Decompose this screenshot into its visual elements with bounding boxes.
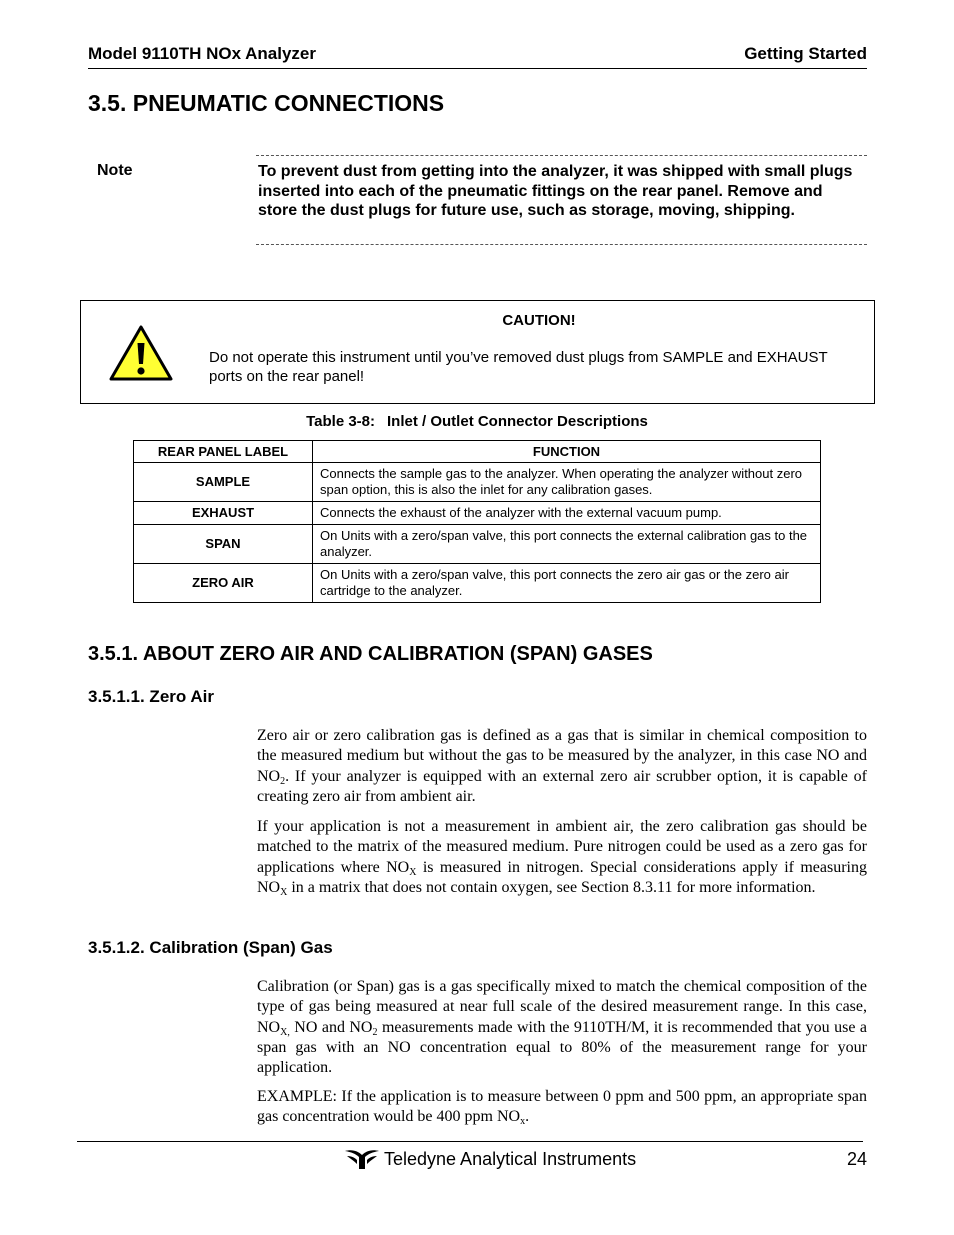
- zero-air-paragraph-1: Zero air or zero calibration gas is defined as a gas that is similar in chemical composition to the measured medium but without the gas to be measured by the analyzer, in this case NO and $NO_2$. If your analyzer is equipped with an external zero air scrubber option, it is capable of creating zero air from ambient air.: [257, 727, 867, 805]
- row-function: On Units with a zero/span valve, this port connects the external calibration gas to the analyzer.: [313, 525, 821, 564]
- row-function: Connects the sample gas to the analyzer. When operating the analyzer without zero span option, this is also the inlet for any calibration gases.: [313, 463, 821, 502]
- row-label: ZERO AIR: [134, 564, 313, 603]
- row-label: EXHAUST: [134, 502, 313, 525]
- section-title: 3.5. PNEUMATIC CONNECTIONS: [88, 90, 445, 116]
- footer-company: Teledyne Analytical Instruments: [384, 1149, 637, 1169]
- table-row: [134, 463, 821, 502]
- table-caption: [0, 413, 954, 430]
- table-caption-number: Table 3-8:: [306, 413, 376, 430]
- page-number: 24: [846, 1149, 867, 1169]
- caution-title: CAUTION!: [502, 312, 576, 329]
- row-function: Connects the exhaust of the analyzer with the external vacuum pump.: [313, 502, 821, 525]
- table-row: [134, 525, 821, 564]
- table-header-row: [134, 441, 821, 463]
- page-header: [88, 44, 867, 69]
- note-text: To prevent dust from getting into the analyzer, it was shipped with small plugs inserted into each of the pneumatic fittings on the rear panel. Remove and store the dust plugs for future use, such as storage, moving, shipping.: [258, 163, 853, 219]
- row-label: SPAN: [134, 525, 313, 564]
- caution-box: [80, 300, 875, 404]
- column-header-function: FUNCTION: [313, 441, 821, 463]
- zero-air-heading: 3.5.1.1. Zero Air: [88, 687, 214, 706]
- footer-rule: [77, 1141, 863, 1142]
- span-gas-paragraph-2: EXAMPLE: If the application is to measure between 0 ppm and 500 ppm, an appropriate span gas concentration would be 400 ppm $NO_x$.: [257, 1088, 867, 1128]
- teledyne-logo-icon: [344, 1148, 380, 1170]
- table-caption-title: Inlet / Outlet Connector Descriptions: [387, 413, 648, 430]
- header-chapter-title: Getting Started: [744, 44, 867, 63]
- connector-table: [133, 440, 821, 603]
- column-header-label: REAR PANEL LABEL: [134, 441, 313, 463]
- span-gas-heading: 3.5.1.2. Calibration (Span) Gas: [88, 938, 333, 957]
- note-label: Note: [97, 162, 133, 179]
- table-row: [134, 564, 821, 603]
- caution-text: Do not operate this instrument until you’ve removed dust plugs from SAMPLE and EXHAUST ports on the rear panel!: [209, 349, 828, 385]
- row-function: On Units with a zero/span valve, this port connects the zero air gas or the zero air cartridge to the analyzer.: [313, 564, 821, 603]
- subsection-title: 3.5.1. ABOUT ZERO AIR AND CALIBRATION (SPAN) GASES: [88, 643, 653, 665]
- span-gas-paragraph-1: Calibration (or Span) gas is a gas specifically mixed to match the chemical composition of the type of gas being measured at near full scale of the desired measurement range. In this case, $NO_{X,}$ NO and $NO_2$ measurements made with the 9110TH/M, it is recommended that you use a span gas with an NO concentration equal to 80% of the measurement range for your application.: [257, 978, 867, 1077]
- zero-air-paragraph-2: If your application is not a measurement in ambient air, the zero calibration gas should be matched to the matrix of the measured medium. Pure nitrogen could be used as a zero gas for applications where $NO_X$ is measured in nitrogen. Special considerations apply if measuring $NO_X$ in a matrix that does not contain oxygen, see Section 8.3.11 for more information.: [257, 818, 867, 898]
- row-label: SAMPLE: [134, 463, 313, 502]
- warning-triangle-icon: [108, 324, 174, 382]
- table-row: [134, 502, 821, 525]
- header-model-title: Model 9110TH NOx Analyzer: [88, 44, 317, 63]
